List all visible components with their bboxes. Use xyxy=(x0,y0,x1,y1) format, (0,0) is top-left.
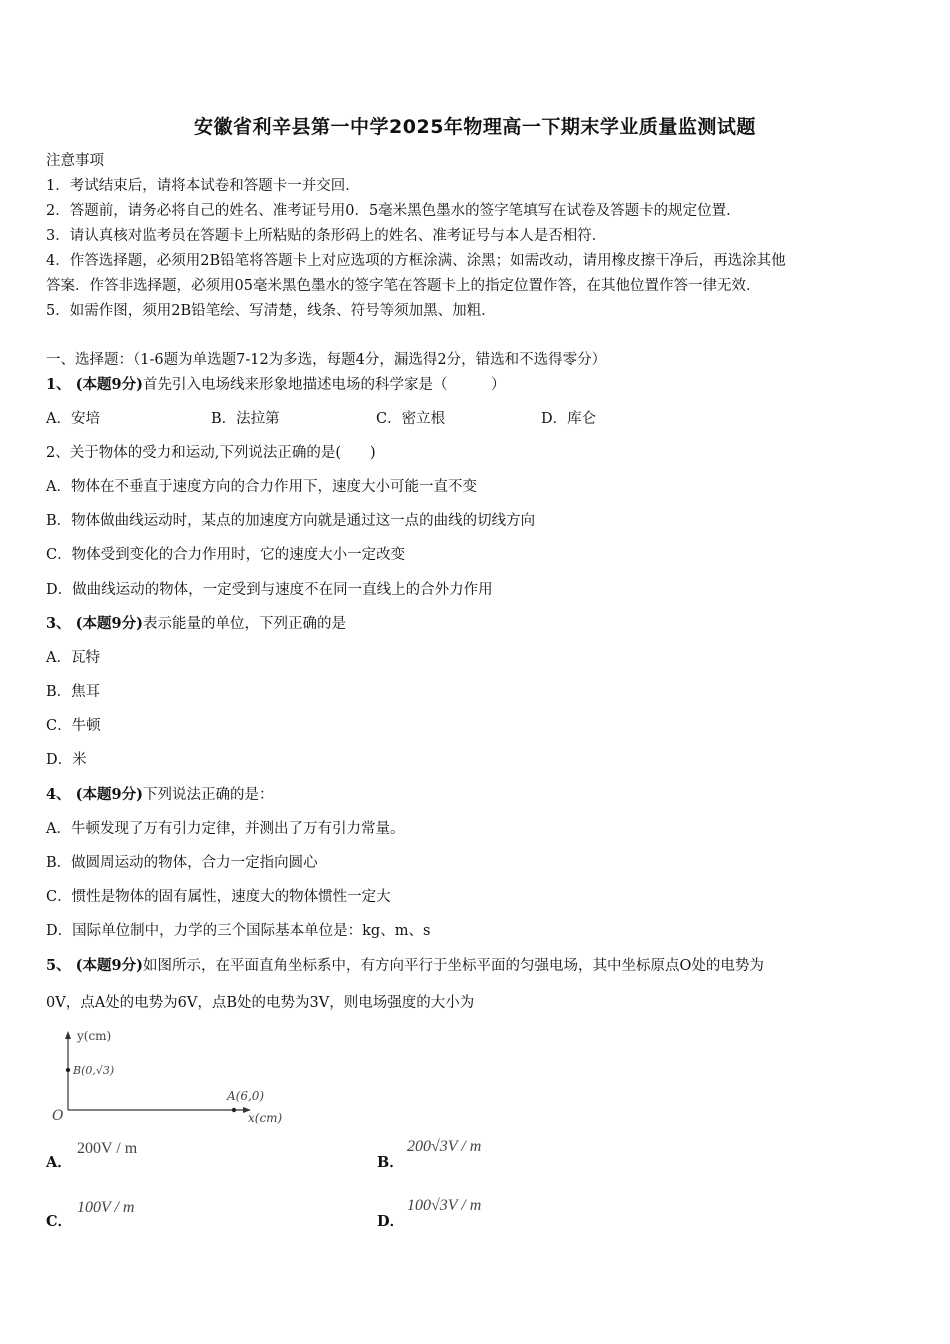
page-title: 安徽省利辛县第一中学2025年物理高一下期末学业质量监测试题 xyxy=(194,116,756,138)
notice-item: 3．请认真核对监考员在答题卡上所粘贴的条形码上的姓名、准考证号与本人是否相符． xyxy=(46,228,607,244)
notice-heading: 注意事项 xyxy=(46,153,104,169)
option-a[interactable]: A．瓦特 xyxy=(46,650,100,666)
coordinate-figure xyxy=(46,1026,296,1126)
option-b-label: B． xyxy=(377,1154,404,1171)
question-4-stem: 4、 (本题9分)下列说法正确的是： xyxy=(46,786,274,803)
option-c[interactable]: C．密立根 xyxy=(376,411,446,427)
question-1-stem: 1、 (本题9分)首先引入电场线来形象地描述电场的科学家是（ ） xyxy=(46,376,506,393)
notice-item: 1．考试结束后，请将本试卷和答题卡一并交回． xyxy=(46,178,360,194)
point-b-label: B(0,√3) xyxy=(73,1064,115,1077)
option-c[interactable]: C．物体受到变化的合力作用时，它的速度大小一定改变 xyxy=(46,547,406,563)
point-b-dot xyxy=(66,1068,70,1072)
option-a[interactable]: A．物体在不垂直于速度方向的合力作用下，速度大小可能一直不变 xyxy=(46,479,477,495)
origin-label: O xyxy=(52,1108,64,1124)
option-c[interactable]: C．惯性是物体的固有属性，速度大的物体惯性一定大 xyxy=(46,889,391,905)
coordinate-diagram xyxy=(46,1026,296,1126)
question-1-options xyxy=(46,409,596,429)
option-b[interactable]: B．做圆周运动的物体，合力一定指向圆心 xyxy=(46,855,318,871)
notice-item: 5．如需作图，须用2B铅笔绘、写清楚，线条、符号等须加黑、加粗． xyxy=(46,303,496,319)
option-d[interactable]: D．米 xyxy=(46,752,87,768)
notice-item: 2．答题前，请务必将自己的姓名、准考证号用0．5毫米黑色墨水的签字笔填写在试卷及答题卡的规定位置． xyxy=(46,203,741,219)
option-d[interactable]: D．做曲线运动的物体，一定受到与速度不在同一直线上的合外力作用 xyxy=(46,582,493,598)
x-axis-label: x(cm) xyxy=(248,1111,283,1125)
option-b[interactable]: B．焦耳 xyxy=(46,684,101,700)
question-5-stem: 5、 (本题9分)如图所示，在平面直角坐标系中，有方向平行于坐标平面的匀强电场，其中坐标原点O处的电势为 xyxy=(46,957,764,974)
point-a-dot xyxy=(232,1108,236,1112)
option-d[interactable]: D．国际单位制中，力学的三个国际基本单位是：kg、m、s xyxy=(46,923,431,939)
notice-item: 答案．作答非选择题，必须用05毫米黑色墨水的签字笔在答题卡上的指定位置作答，在其他位置作答一律无效． xyxy=(46,278,761,294)
question-3-stem: 3、 (本题9分)表示能量的单位，下列正确的是 xyxy=(46,615,346,632)
notice-item: 4．作答选择题，必须用2B铅笔将答题卡上对应选项的方框涂满、涂黑；如需改动，请用橡皮擦干净后，再选涂其他 xyxy=(46,253,786,269)
point-a-label: A(6,0) xyxy=(227,1089,265,1103)
option-d-label: D． xyxy=(377,1213,405,1230)
y-axis-arrow xyxy=(65,1031,71,1039)
question-2-stem: 2、关于物体的受力和运动,下列说法正确的是( ) xyxy=(46,445,376,461)
option-a[interactable]: A．牛顿发现了万有引力定律，并测出了万有引力常量。 xyxy=(46,821,405,837)
section-heading: 一、选择题：（1-6题为单选题7-12为多选，每题4分，漏选得2分，错选和不选得零分） xyxy=(46,352,607,368)
option-b-value: 200√3V / m xyxy=(407,1138,482,1155)
option-b[interactable]: B．法拉第 xyxy=(211,411,280,427)
option-a[interactable]: A．安培 xyxy=(46,411,100,427)
question-5-stem-cont: 0V，点A处的电势为6V，点B处的电势为3V，则电场强度的大小为 xyxy=(46,995,475,1011)
option-a-value: 200V / m xyxy=(77,1140,138,1157)
y-axis-label: y(cm) xyxy=(77,1029,112,1043)
option-c-value: 100V / m xyxy=(77,1199,135,1216)
option-c[interactable]: C．牛顿 xyxy=(46,718,101,734)
option-d[interactable]: D．库仑 xyxy=(541,411,597,427)
option-d-value: 100√3V / m xyxy=(407,1197,482,1214)
option-a-label: A． xyxy=(46,1154,72,1171)
option-b[interactable]: B．物体做曲线运动时，某点的加速度方向就是通过这一点的曲线的切线方向 xyxy=(46,513,536,529)
option-c-label: C． xyxy=(46,1213,73,1230)
